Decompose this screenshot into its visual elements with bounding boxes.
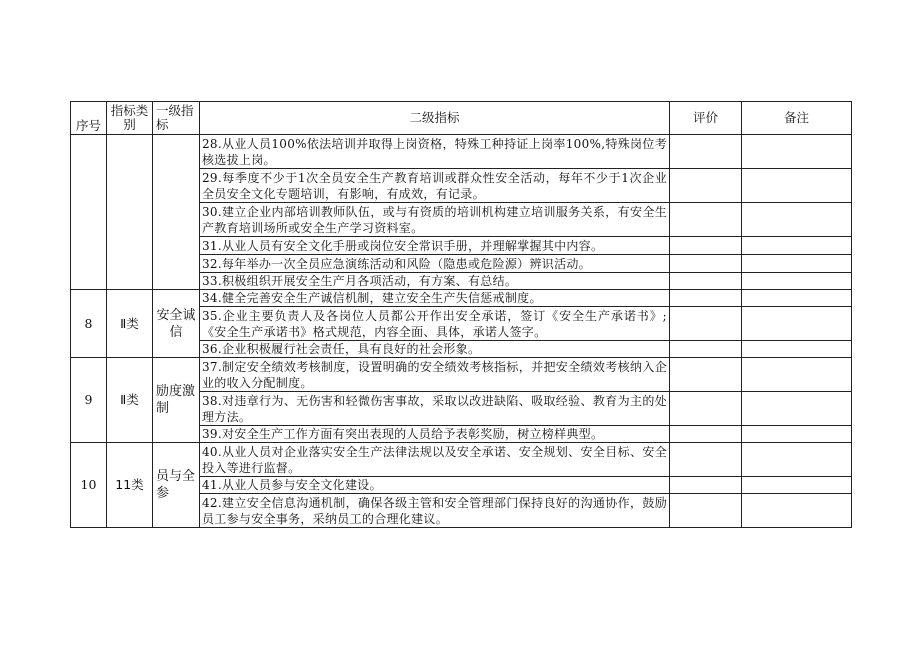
level2-item: 34.健全完善安全生产诚信机制，建立安全生产失信惩戒制度。 xyxy=(200,290,670,307)
table-row xyxy=(71,358,852,392)
evaluation-cell[interactable] xyxy=(670,237,742,255)
remarks-cell[interactable] xyxy=(742,443,852,477)
level2-item: 29.每季度不少于1次全员安全生产教育培训或群众性安全活动，每年不少于1次企业全员安全文化专题培训，有影响，有成效，有记录。 xyxy=(200,169,670,203)
level2-item: 37.制定安全绩效考核制度，设置明确的安全绩效考核指标，并把安全绩效考核纳入企业的收入分配制度。 xyxy=(200,358,670,392)
evaluation-cell[interactable] xyxy=(670,290,742,307)
remarks-cell[interactable] xyxy=(742,290,852,307)
remarks-cell[interactable] xyxy=(742,358,852,392)
level2-item: 35.企业主要负责人及各岗位人员都公开作出安全承诺，签订《安全生产承诺书》;《安全生产承诺书》格式规范，内容全面、具体，承诺人签字。 xyxy=(200,307,670,341)
header-level1: 一级指标 xyxy=(153,102,200,135)
table-row xyxy=(71,443,852,477)
remarks-cell[interactable] xyxy=(742,477,852,494)
header-evaluation: 评价 xyxy=(670,102,742,135)
evaluation-cell[interactable] xyxy=(670,255,742,273)
row-category xyxy=(107,135,153,290)
level2-item: 33.积极组织开展安全生产月各项活动，有方案、有总结。 xyxy=(200,273,670,290)
evaluation-cell[interactable] xyxy=(670,358,742,392)
level2-item: 38.对违章行为、无伤害和轻微伤害事故，采取以改进缺陷、吸取经验、教育为主的处理方法。 xyxy=(200,392,670,426)
row-level1: 励度激制 xyxy=(153,358,200,443)
header-remarks: 备注 xyxy=(742,102,852,135)
level2-item: 32.每年举办一次全员应急演练活动和风险（隐患或危险源）辨识活动。 xyxy=(200,255,670,273)
level2-item: 41.从业人员参与安全文化建设。 xyxy=(200,477,670,494)
evaluation-cell[interactable] xyxy=(670,135,742,169)
remarks-cell[interactable] xyxy=(742,169,852,203)
evaluation-cell[interactable] xyxy=(670,494,742,528)
row-category: Ⅱ类 xyxy=(107,358,153,443)
level2-item: 42.建立安全信息沟通机制，确保各级主管和安全管理部门保持良好的沟通协作，鼓励员工参与安全事务，采纳员工的合理化建议。 xyxy=(200,494,670,528)
remarks-cell[interactable] xyxy=(742,255,852,273)
row-index: 9 xyxy=(71,358,107,443)
evaluation-cell[interactable] xyxy=(670,307,742,341)
remarks-cell[interactable] xyxy=(742,135,852,169)
table-row xyxy=(71,290,852,307)
evaluation-cell[interactable] xyxy=(670,273,742,290)
evaluation-cell[interactable] xyxy=(670,169,742,203)
remarks-cell[interactable] xyxy=(742,426,852,443)
level2-item: 30.建立企业内部培训教师队伍，或与有资质的培训机构建立培训服务关系，有安全生产教育培训场所或安全生产学习资料室。 xyxy=(200,203,670,237)
evaluation-cell[interactable] xyxy=(670,341,742,358)
row-category: 11类 xyxy=(107,443,153,528)
evaluation-cell[interactable] xyxy=(670,443,742,477)
indicator-table xyxy=(70,101,852,528)
row-level1: 安全诚信 xyxy=(153,290,200,358)
evaluation-cell[interactable] xyxy=(670,426,742,443)
header-level2: 二级指标 xyxy=(200,102,670,135)
header-row xyxy=(71,102,852,135)
row-category: Ⅱ类 xyxy=(107,290,153,358)
row-index: 10 xyxy=(71,443,107,528)
table-body xyxy=(71,135,852,528)
header-index: 序号 xyxy=(71,102,107,135)
level2-item: 28.从业人员100%依法培训并取得上岗资格，特殊工种持证上岗率100%,特殊岗位考核选拔上岗。 xyxy=(200,135,670,169)
remarks-cell[interactable] xyxy=(742,392,852,426)
header-category: 指标类别 xyxy=(107,102,153,135)
remarks-cell[interactable] xyxy=(742,341,852,358)
level2-item: 36.企业积极履行社会责任，具有良好的社会形象。 xyxy=(200,341,670,358)
evaluation-cell[interactable] xyxy=(670,477,742,494)
row-level1: 员与全参 xyxy=(153,443,200,528)
table-row xyxy=(71,135,852,169)
level2-item: 39.对安全生产工作方面有突出表现的人员给予表彰奖励，树立榜样典型。 xyxy=(200,426,670,443)
evaluation-cell[interactable] xyxy=(670,392,742,426)
remarks-cell[interactable] xyxy=(742,307,852,341)
evaluation-cell[interactable] xyxy=(670,203,742,237)
row-index xyxy=(71,135,107,290)
level2-item: 40.从业人员对企业落实安全生产法律法规以及安全承诺、安全规划、安全目标、安全投入等进行监督。 xyxy=(200,443,670,477)
remarks-cell[interactable] xyxy=(742,494,852,528)
level2-item: 31.从业人员有安全文化手册或岗位安全常识手册，并理解掌握其中内容。 xyxy=(200,237,670,255)
remarks-cell[interactable] xyxy=(742,237,852,255)
row-index: 8 xyxy=(71,290,107,358)
remarks-cell[interactable] xyxy=(742,273,852,290)
remarks-cell[interactable] xyxy=(742,203,852,237)
row-level1 xyxy=(153,135,200,290)
